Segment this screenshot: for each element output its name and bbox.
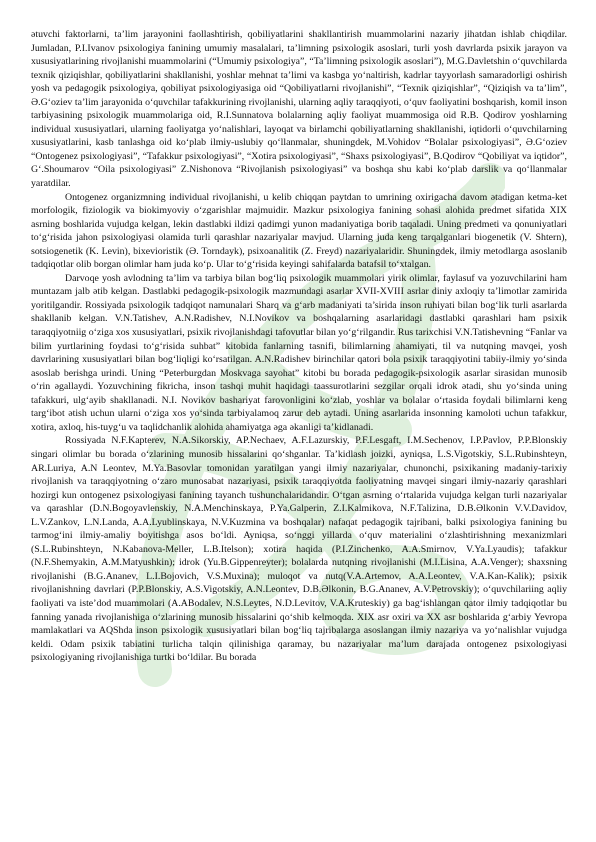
paragraph: ətuvchi faktorlarni, ta’lim jarayonini faollashtirish, qobiliyatlarini shakllantirish muammolarini nazariy jihatdan ishlab chiqdilar. Jumladan, P.I.Ivanov psixologiya fanining umumiy masalalari, ta’limning psixologik asoslari, turli yosh davrlarda psixik jarayon va xususiyatlarining rivojlanishi muammolarini (“Umumiy psixologiya”, “Ta’limning psixologik asoslari”), M.G.Davletshin o‘quvchilarda texnik qiziqishlar, qobiliyatlarini shakllanishi, yoshlar mehnat ta’limi va kasbga yo‘naltirish, kadrlar tayyorlash samaradorligi oshirish yosh va pedagogik psixologiya, qobiliyat psixologiyasiga oid “Qobiliyatlarni rivojlanishi”, “Texnik qiziqishlar”, “Qiziqish va ta’lim”, Ə.G‘oziev ta’lim jarayonida o‘quvchilar tafakkurining rivojlanishi, ularning aqliy taraqqiyoti, o‘quv faoliyatini boshqarish, komil inson tarbiyasining psixologik muammolariga oid, R.I.Sunnatova bolalarning aqliy faoliyat muammosiga oid R.B. Qodirov yoshlarning individual xususiyatlari, ularning faoliyatga yo‘nalishlari, layoqat va birlamchi qobiliyatlarning shakllanishi, iqtidorli o‘quvchilarning xususiyatlarini, kasb tanlashga oid ko‘plab ilmiy-uslubiy qo‘llanmalar, shuningdek, M.Vohidov “Bolalar psixologiyasi”, Ə.G‘oziev “Ontogenez psixologiyasi”, “Tafakkur psixologiyasi”, “Xotira psixologiyasi”, “Shaxs psixologiyasi”, B.Qodirov “Qobiliyat va iqtidor”, G‘.Shoumarov “Oila psixologiyasi” Z.Nishonova “Rivojlanish psixologiyasi” va boshqa shu kabi ko‘plab darslik va qo‘llanmalar yaratdilar. bbox=[31, 29, 567, 190]
paragraph: Rossiyada N.F.Kapterev, N.A.Sikorskiy, AP.Nechaev, A.F.Lazurskiy, P.F.Lesgaft, I.M.Sechenov, I.P.Pavlov, P.P.Blonskiy singari olimlar bu borada o‘zlarining munosib hissalarini qo‘shganlar. Ta’kidlash joizki, ayniqsa, L.S.Vigotskiy, S.L.Rubinshteyn, AR.Luriya, A.N Leontev, M.Ya.Basovlar tomonidan yaratilgan yangi ilmiy nazariyalar, chunonchi, psixikaning madaniy-tarixiy rivojlanish va taraqqiyotning o‘zaro munosabat nazariyasi, psixik taraqqiyotda faoliyatning mavqei singari ilmiy-nazariy qarashlari hozirgi kun ontogenez psixologiyasi fanining tayanch tushunchalaridandir. O‘tgan asrning o‘rtalarida vujudga kelgan turli nazariyalar va qarashlar (D.N.Bogoyavlenskiy, N.A.Menchinskaya, P.Ya.Galperin, Z.I.Kalmikova, N.F.Talizina, D.B.Əlkonin V.V.Davidov, L.V.Zankov, L.N.Landa, A.A.Lyublinskaya, N.V.Kuzmina va boshqalar) nafaqat pedagogik tajribani, balki psixologiya fanining bu tarmog‘ini ilmiy-amaliy boyitishga asos bo‘ldi. Ayniqsa, so‘nggi yillarda o‘quv materialini o‘zlashtirishning mexanizmlari (S.L.Rubinshteyn, N.Kabanova-Meller, L.B.Itelson); xotira haqida (P.I.Zinchenko, A.A.Smirnov, V.Ya.Lyaudis); tafakkur (N.F.Shemyakin, A.M.Matyushkin); idrok (Yu.B.Gippenreyter); bolalarda nutqning rivojlanishi (M.I.Lisina, A.A.Venger); shaxsning rivojlanishi (B.G.Ananev, L.I.Bojovich, V.S.Muxina); muloqot va nutq(V.A.Artemov, A.A.Leontev, V.A.Kan-Kalik); psixik rivojlanishning davrlari (P.P.Blonskiy, A.S.Vigotskiy, A.N.Leontev, D.B.Əlkonin, B.G.Ananev, A.V.Petrovskiy); o‘quvchilariing aqliy faoliyati va iste’dod muammolari (A.ABodalev, N.S.Leytes, N.D.Levitov, V.A.Kruteskiy) ga bag‘ishlangan qator ilmiy tadqiqotlar bu fanning yanada rivojlanishiga o‘zlarining munosib hissalarini qo‘shib kelmoqda. XIX asr oxiri va XX asr boshlarida g‘arbiy Yevropa mamlakatlari va AQShda inson psixologik xususiyatlari bilan bog‘liq tajribalarga asoslangan ilmiy nazariya va yo‘nalishlar vujudga keldi. Odam psixik tabiatini turlicha talqin qilinishiga qaramay, bu nazariyalar ma’lum darajada ontogenez psixologiyasi psixologiyaning rivojlanishiga turtki bo‘ldilar. Bu borada bbox=[31, 435, 567, 664]
document-text bbox=[31, 28, 567, 665]
paragraph: Darvoqe yosh avlodning ta’lim va tarbiya bilan bog‘liq psixologik muammolari yirik olimlar, faylasuf va yozuvchilarini ham muntazam jalb ətib kelgan. Dastlabki pedagogik-psixologik mazmundagi asarlar XVII-XVIII asrlar diniy axloqiy ta’limotlar zamirida yoritilgandir. Rossiyada psixologik tadqiqot namunalari Sharq va g‘arb madaniyati ta’sirida inson ruhiyati bilan bog‘lik turli asarlarda shakllanib kelgan. V.N.Tatishev, A.N.Radishev, N.I.Novikov va boshqalarning asarlaridagi dastlabki qarashlari ham psixik taraqqiyotniig o‘ziga xos xususiyatlari, psixik rivojlanishdagi tafovutlar bilan yo‘g‘rilgandir. Rus tarixchisi V.N.Tatishevning “Fanlar va bilim yurtlarining foydasi to‘g‘risida suhbat” kitobida fanlarning tasnifi, bilimlarning ahamiyati, til va nutqning mavqei, yosh davrlarining xususiyatlari bilan bog‘liqligi ko‘rsatilgan. A.N.Radishev birinchilar qatori bola psixik taraqqiyotini tabiiy-ilmiy yo‘sinda asoslab berishga urindi. Uning “Peterburgdan Moskvaga sayohat” kitobi bu borada pedagogik-psixologik asarlar sirasidan munosib o‘rin əgallaydi. Yozuvchining fikricha, inson tashqi muhit haqidagi taassurotlarini sezgilar orqali idrok ətadi, shu yo‘sinda uning tafakkuri, ulg‘ayib shakllanadi. N.I. Novikov bashariyat farovonligini ko‘zlab, yoshlar va bolalar o‘rtasida foydali bilimlarni keng targ‘ibot ətish uchun ularni o‘ziga xos yo‘sinda tarbiyalamoq zarur deb aytadi. Uning asarlarida insonning kamoloti uchun tafakkur, xotira, axloq, his-tuyg‘u va taqlidchanlik alohida ahamiyatga əga əkanligi ta’kidlanadi. bbox=[31, 272, 567, 433]
paragraph: Ontogenez organizmning individual rivojlanishi, u kelib chiqqan paytdan to umrining oxirigacha davom ətadigan ketma-ket morfologik, fiziologik va biokimyoviy o‘zgarishlar majmuidir. Mazkur psixologiya fanining sohasi alohida predmet sifatida XIX asrning boshlarida vujudga kelgan, lekin dastlabki ildizi qadimgi yunon madaniyatiga borib taqaladi. Uning predmeti va qonuniyatlari to‘g‘risida jahon psixologiyasi olamida turli qarashlar nazariyalar mavjud. Ularning juda keng tarqalganlari biogenetik (V. Shtern), sotsiogenetik (K. Levin), bixevioristik (Ə. Torndayk), psixoanalitik (Z. Freyd) nazariyalaridir. Shuningdek, ilmiy metodlarga asoslanib tadqiqotlar olib borgan olimlar ham juda ko‘p. Ular to‘g‘risida keyingi sahifalarda batafsil to‘xtalgan. bbox=[31, 191, 567, 271]
